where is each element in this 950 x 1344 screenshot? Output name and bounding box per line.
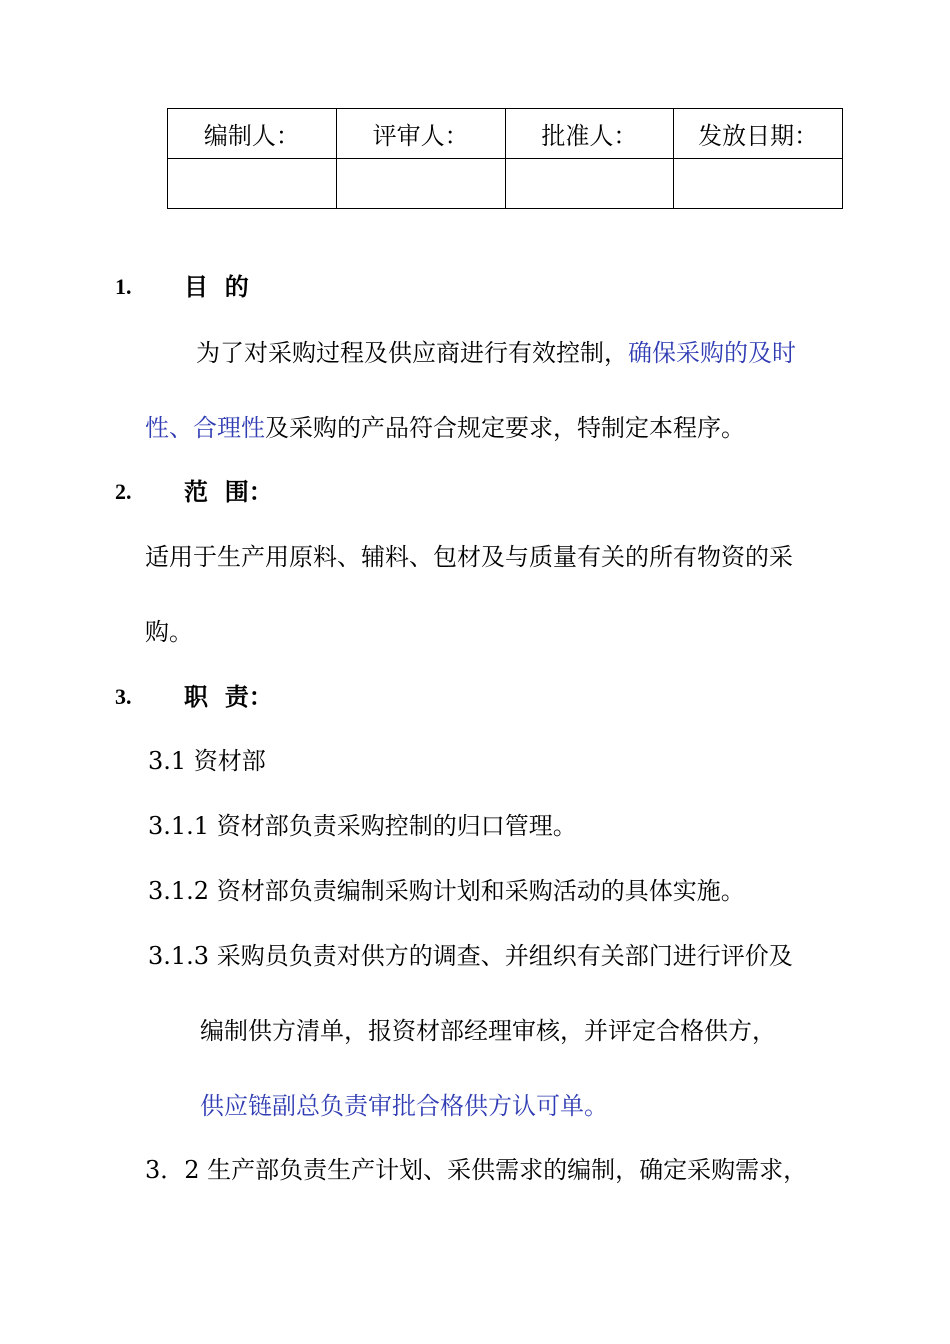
purpose-highlight: 确保采购的及时 (628, 339, 796, 367)
value-issue-date (674, 159, 843, 209)
purpose-text-cont: 及采购的产品符合规定要求，特制定本程序。 (265, 414, 745, 442)
section-1-paragraph-line-2 (145, 413, 745, 443)
purpose-highlight-cont: 性、合理性 (145, 414, 265, 442)
duty-3-1-3-line-2: 编制供方清单，报资材部经理审核，并评定合格供方， (200, 1017, 776, 1045)
signoff-header-row (168, 109, 843, 159)
duty-3-1-3-line-3: 供应链副总负责审批合格供方认可单。 (200, 1092, 608, 1120)
section-1-paragraph-line-1 (196, 338, 796, 368)
section-1-title: 目 的 (184, 273, 249, 301)
header-reviewer: 评审人： (336, 109, 505, 159)
header-compiler: 编制人： (168, 109, 337, 159)
scope-line-2: 购。 (145, 618, 193, 646)
duty-3-1-3-line-1: 3.1.3 采购员负责对供方的调查、并组织有关部门进行评价及 (148, 942, 793, 970)
duty-3-1: 3.1 资材部 (148, 747, 266, 775)
value-reviewer (336, 159, 505, 209)
section-2-title: 范 围： (184, 478, 273, 506)
signoff-table (167, 108, 843, 209)
duty-3-2: 3．2 生产部负责生产计划、采供需求的编制，确定采购需求， (145, 1156, 808, 1184)
section-3-title: 职 责： (184, 683, 273, 711)
section-1-number: 1. (115, 274, 132, 299)
section-2-number: 2. (115, 479, 132, 504)
header-issue-date: 发放日期： (674, 109, 843, 159)
value-approver (505, 159, 674, 209)
duty-3-1-1: 3.1.1 资材部负责采购控制的归口管理。 (148, 812, 577, 840)
purpose-text: 为了对采购过程及供应商进行有效控制， (196, 339, 628, 367)
scope-line-1: 适用于生产用原料、辅料、包材及与质量有关的所有物资的采 (145, 543, 793, 571)
value-compiler (168, 159, 337, 209)
signoff-value-row (168, 159, 843, 209)
section-3-number: 3. (115, 684, 132, 709)
duty-3-1-2: 3.1.2 资材部负责编制采购计划和采购活动的具体实施。 (148, 877, 745, 905)
header-approver: 批准人： (505, 109, 674, 159)
